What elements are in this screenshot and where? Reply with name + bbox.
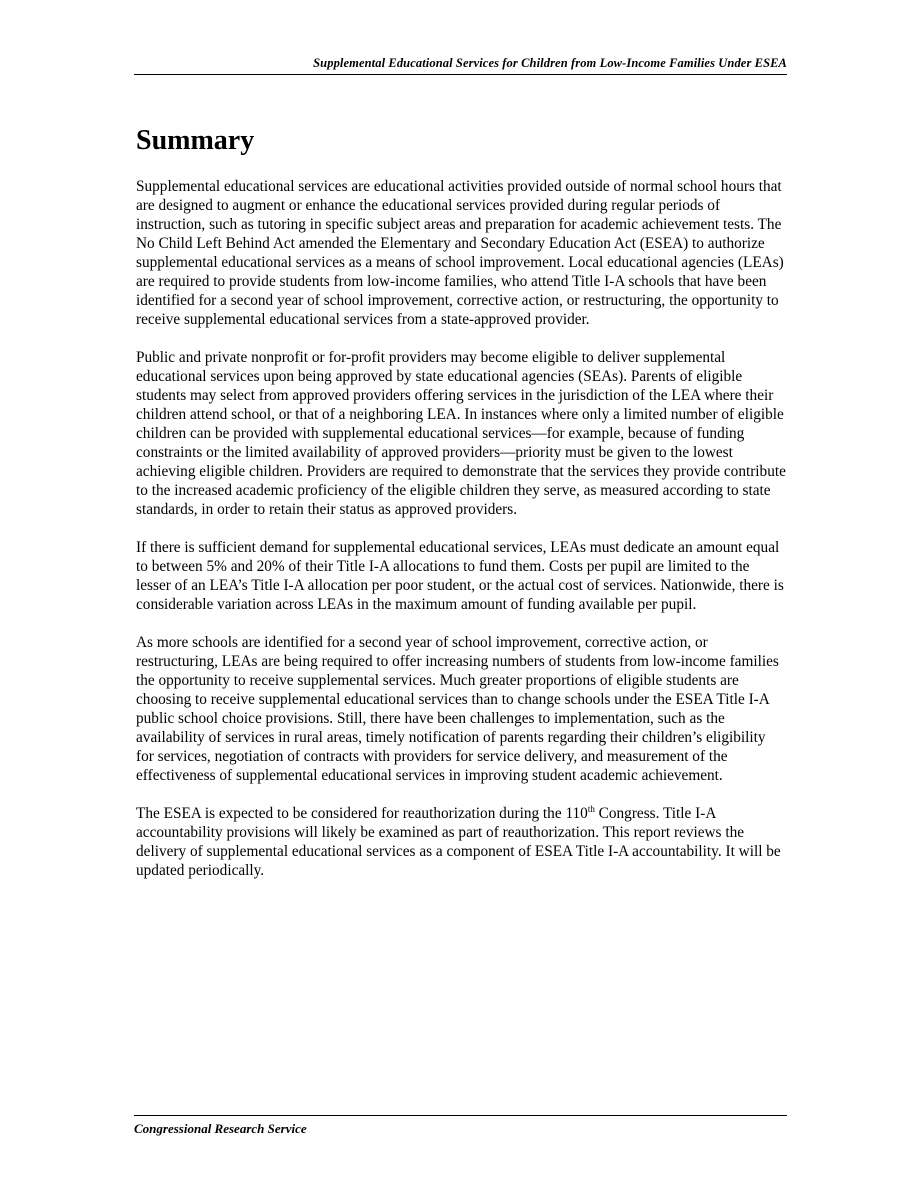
paragraph-reauthorization bbox=[136, 804, 787, 880]
paragraph-definition: Supplemental educational services are educational activities provided outside of normal school hours that are designed to augment or enhance the educational services provided during regular periods of instruction, such as tutoring in specific subject areas and preparation for academic achievement tests. The No Child Left Behind Act amended the Elementary and Secondary Education Act (ESEA) to authorize supplemental educational services as a means of school improvement. Local educational agencies (LEAs) are required to provide students from low-income families, who attend Title I-A schools that have been identified for a second year of school improvement, corrective action, or restructuring, the opportunity to receive supplemental educational services from a state-approved provider. bbox=[136, 178, 784, 328]
summary-body bbox=[136, 177, 787, 899]
paragraph-challenges: As more schools are identified for a second year of school improvement, corrective action, or restructuring, LEAs are being required to offer increasing numbers of students from low-income families the opportunity to receive supplemental services. Much greater proportions of eligible students are choosing to receive supplemental educational services than to change schools under the ESEA Title I-A public school choice provisions. Still, there have been challenges to implementation, such as the availability of services in rural areas, timely notification of parents regarding their children’s eligibility for services, negotiation of contracts with providers for service delivery, and measurement of the effectiveness of supplemental educational services in improving student academic achievement. bbox=[136, 634, 779, 784]
paragraph-providers: Public and private nonprofit or for-profit providers may become eligible to deliver supplemental educational services upon being approved by state educational agencies (SEAs). Parents of eligible students may select from approved providers offering services in the jurisdiction of the LEA where their children attend school, or that of a neighboring LEA. In instances where only a limited number of eligible children can be provided with supplemental educational services—for example, because of funding constraints or the limited availability of approved providers—priority must be given to the lowest achieving eligible children. Providers are required to demonstrate that the services they provide contribute to the increased academic proficiency of the eligible children they serve, as measured according to state standards, in order to retain their status as approved providers. bbox=[136, 349, 786, 518]
running-header bbox=[134, 56, 787, 75]
reauthorization-text-end: Congress. Title I-A accountability provisions will likely be examined as part of reauthorization. This report reviews the delivery of supplemental educational services as a component of ESEA Title I-A accountability. It will be updated periodically. bbox=[136, 805, 781, 879]
running-footer bbox=[134, 1115, 787, 1137]
paragraph-funding: If there is sufficient demand for supplemental educational services, LEAs must dedicate an amount equal to between 5% and 20% of their Title I-A allocations to fund them. Costs per pupil are limited to the lesser of an LEA’s Title I-A allocation per poor student, or the actual cost of services. Nationwide, there is considerable variation across LEAs in the maximum amount of funding available per pupil. bbox=[136, 539, 784, 613]
footer-source: Congressional Research Service bbox=[134, 1121, 307, 1136]
page-title: Summary bbox=[136, 125, 255, 156]
reauthorization-text-start: The ESEA is expected to be considered for reauthorization during the 110 bbox=[136, 805, 588, 822]
ordinal-suffix: th bbox=[587, 803, 595, 814]
running-header-title: Supplemental Educational Services for Children from Low-Income Families Under ESEA bbox=[313, 56, 787, 70]
